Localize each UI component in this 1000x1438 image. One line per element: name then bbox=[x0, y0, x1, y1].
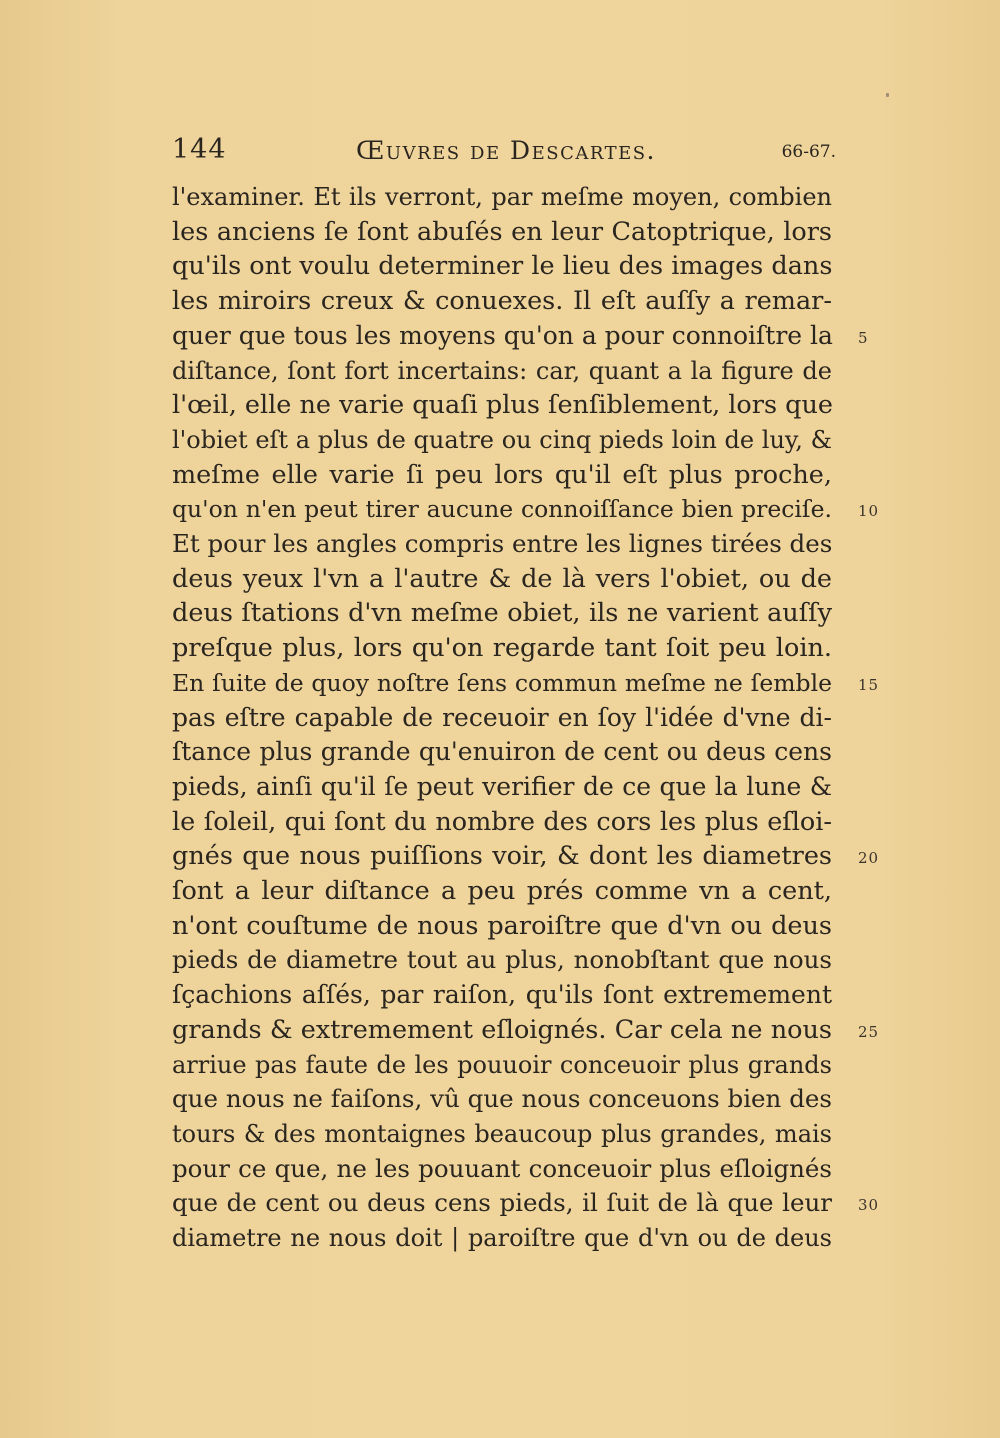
line-number: 20 bbox=[858, 849, 880, 868]
line-number: 10 bbox=[858, 502, 880, 521]
text-line: l'obiet eſt a plus de quatre ou cinq pieds loin de luy, & bbox=[172, 425, 832, 454]
text-line: deus yeux l'vn a l'autre & de là vers l'obiet, ou de bbox=[172, 563, 832, 594]
text-line: grands & extremement eſloignés. Car cela ne nous bbox=[172, 1014, 832, 1045]
text-line: pieds de diametre tout au plus, nonobſtant que nous bbox=[172, 945, 832, 975]
text-line: pieds, ainſi qu'il ſe peut verifier de ce que la lune & bbox=[172, 771, 832, 801]
page-number: 144 bbox=[172, 134, 227, 165]
text-line: diametre ne nous doit | paroiſtre que d'vn ou de deus bbox=[172, 1224, 832, 1252]
line-number: 25 bbox=[858, 1022, 880, 1041]
text-line: gnés que nous puiſſions voir, & dont les diametres bbox=[172, 841, 832, 872]
text-line: arriue pas faute de les pouuoir conceuoir plus grands bbox=[172, 1050, 832, 1079]
text-line: qu'on n'en peut tirer aucune connoiſſance bien preciſe. bbox=[172, 495, 832, 524]
text-line: meſme elle varie ſi peu lors qu'il eſt plus proche, bbox=[172, 459, 832, 490]
text-line: En ſuite de quoy noſtre ſens commun meſme ne ſemble bbox=[172, 668, 832, 697]
text-line: n'ont couſtume de nous paroiſtre que d'vn ou deus bbox=[172, 910, 832, 941]
text-line: Et pour les angles compris entre les lignes tirées des bbox=[172, 529, 833, 558]
text-line: que de cent ou deus cens pieds, il ſuit de là que leur bbox=[172, 1188, 832, 1218]
text-line: l'examiner. Et ils verront, par meſme moyen, combien bbox=[172, 183, 832, 211]
line-number: 5 bbox=[858, 328, 869, 347]
text-line: preſque plus, lors qu'on regarde tant ſoit peu loin. bbox=[172, 633, 832, 664]
text-line: diſtance, ſont fort incertains: car, quant a la figure de bbox=[172, 356, 832, 385]
text-line: ſont a leur diſtance a peu prés comme vn a cent, bbox=[172, 876, 832, 906]
text-line: qu'ils ont voulu determiner le lieu des images dans bbox=[172, 251, 833, 282]
text-line: l'œil, elle ne varie quaſi plus ſenſiblement, lors que bbox=[172, 390, 834, 421]
text-line: pas eſtre capable de receuoir en ſoy l'idée d'vne di- bbox=[172, 702, 832, 732]
text-line: ſçachions aſſés, par raiſon, qu'ils ſont extremement bbox=[172, 980, 832, 1010]
paper-speck bbox=[886, 93, 889, 97]
text-line: les anciens ſe ſont abuſés en leur Catoptrique, lors bbox=[172, 216, 832, 247]
text-line: pour ce que, ne les pouuant conceuoir plus eſloignés bbox=[172, 1153, 832, 1183]
text-line: quer que tous les moyens qu'on a pour connoiſtre la bbox=[172, 320, 833, 350]
running-head bbox=[172, 134, 840, 168]
text-line: tours & des montaignes beaucoup plus grandes, mais bbox=[172, 1119, 832, 1148]
line-number: 30 bbox=[858, 1196, 880, 1215]
running-title: Œuvres de Descartes. bbox=[355, 136, 657, 165]
text-line: le ſoleil, qui ſont du nombre des cors les plus eſloi- bbox=[172, 806, 832, 837]
line-number: 15 bbox=[858, 675, 880, 694]
text-line: les miroirs creux & conuexes. Il eſt auſſy a remar- bbox=[172, 286, 832, 317]
page-reference: 66-67. bbox=[781, 142, 836, 162]
text-line: que nous ne faiſons, vû que nous conceuons bien des bbox=[172, 1084, 832, 1114]
text-line: ſtance plus grande qu'enuiron de cent ou deus cens bbox=[172, 737, 832, 767]
text-line: deus ſtations d'vn meſme obiet, ils ne varient auſſy bbox=[172, 598, 832, 629]
